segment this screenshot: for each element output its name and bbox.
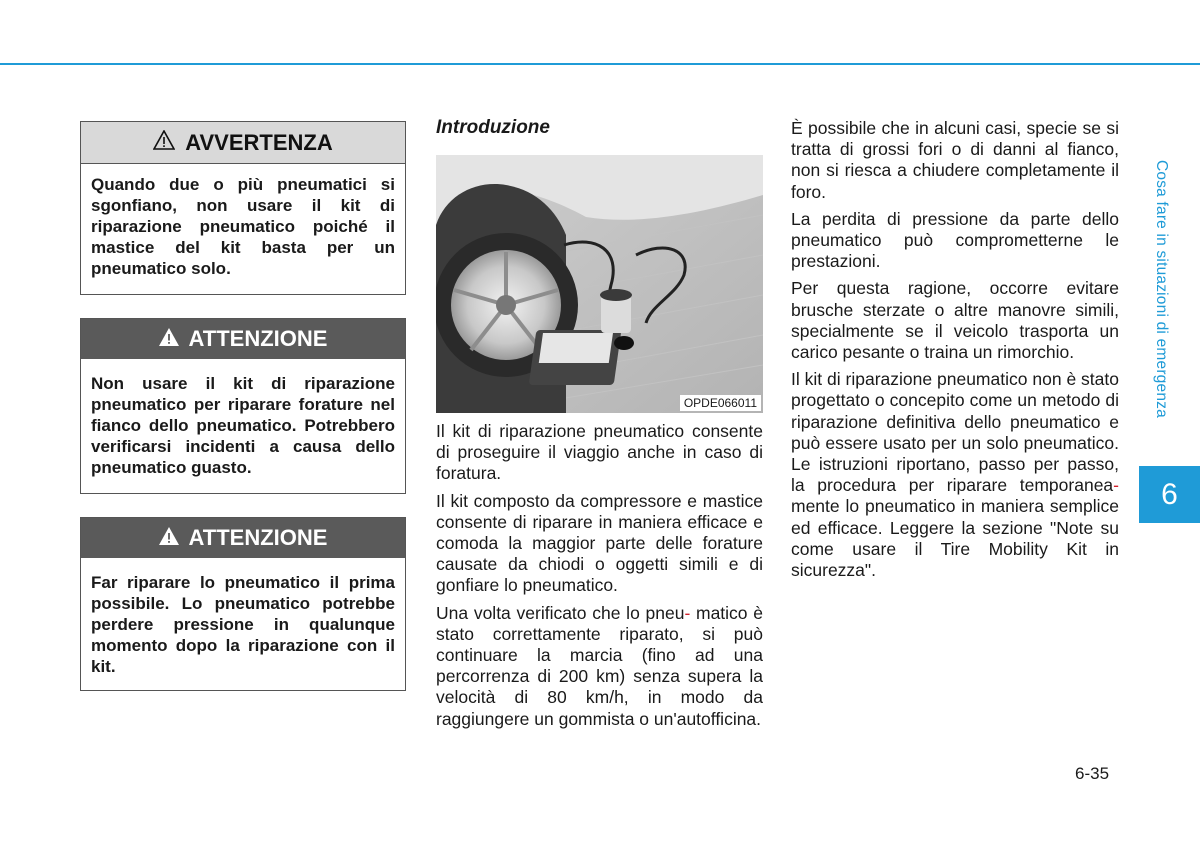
intro-paragraph-1: Il kit di riparazione pneumatico consente di proseguire il viaggio anche in caso di foratura. <box>436 421 763 484</box>
right-paragraph-1: È possibile che in alcuni casi, specie se si tratta di grossi fori o di danni al fianco, non si riesca a chiudere completamente il foro. <box>791 118 1119 202</box>
caution-title-1: ATTENZIONE <box>188 326 328 351</box>
chapter-side-title: Cosa fare in situazioni di emergenza <box>1153 160 1170 418</box>
chapter-number-tab: 6 <box>1139 466 1200 523</box>
figure-code: OPDE066011 <box>680 395 761 411</box>
warning-box <box>80 121 406 295</box>
warning-triangle-outline-icon <box>153 130 175 156</box>
intro-paragraph-2: Il kit composto da compressore e mastice consente di riparare in maniera efficace e comoda la maggior parte delle forature causate da chiodi o oggetti simili e di gonfiare lo pneumatico. <box>436 490 763 596</box>
warning-triangle-filled-icon <box>159 326 179 352</box>
section-title: Introduzione <box>436 117 550 138</box>
tire-repair-kit-image <box>436 155 763 413</box>
right-paragraph-2: La perdita di pressione da parte dello pneumatico può comprometterne le prestazioni. <box>791 208 1119 272</box>
right-paragraph-3: Per questa ragione, occorre evitare brusche sterzate o altre manovre simili, specialmente se il veicolo trasporta un carico pesante o traina un rimorchio. <box>791 278 1119 363</box>
middle-column <box>436 421 763 736</box>
caution-box-2 <box>80 517 406 691</box>
caution-header-2 <box>81 518 405 558</box>
header-rule <box>0 63 1200 65</box>
caution-box-1 <box>80 318 406 494</box>
right-paragraph-4: Il kit di riparazione pneumatico non è stato progettato o concepito come un metodo di riparazione definitiva dello pneumatico e può essere usato per un solo pneumatico. Le istruzioni riportano, passo per passo, la procedura per riparare temporanea- mente lo pneumatico in maniera semplice ed efficace. Leggere la sezione "Note su come usare il Tire Mobility Kit in sicurezza". <box>791 369 1119 581</box>
caution-text-2: Far riparare lo pneumatico il prima possibile. Lo pneumatico potrebbe perdere pressione in qualunque momento dopo la riparazione con il kit. <box>91 573 395 676</box>
caution-title-2: ATTENZIONE <box>188 525 328 550</box>
warning-header <box>81 122 405 164</box>
warning-text: Quando due o più pneumatici si sgonfiano, non usare il kit di riparazione pneumatico poiché il mastice del kit basta per un pneumatico solo. <box>91 175 395 278</box>
warning-triangle-filled-icon <box>159 525 179 551</box>
caution-header-1 <box>81 319 405 359</box>
warning-title: AVVERTENZA <box>185 129 333 155</box>
page-number: 6-35 <box>1075 764 1110 783</box>
right-column <box>791 118 1119 587</box>
caution-text-1: Non usare il kit di riparazione pneumatico per riparare forature nel fianco dello pneumatico. Potrebbero verificarsi incidenti a causa dello pneumatico guasto. <box>91 374 395 477</box>
intro-paragraph-3: Una volta verificato che lo pneu- matico è stato correttamente riparato, si può continuare la marcia (fino ad una percorrenza di 200 km) senza supera la velocità di 80 km/h, in modo da raggiungere un gommista o un'autofficina. <box>436 602 763 729</box>
